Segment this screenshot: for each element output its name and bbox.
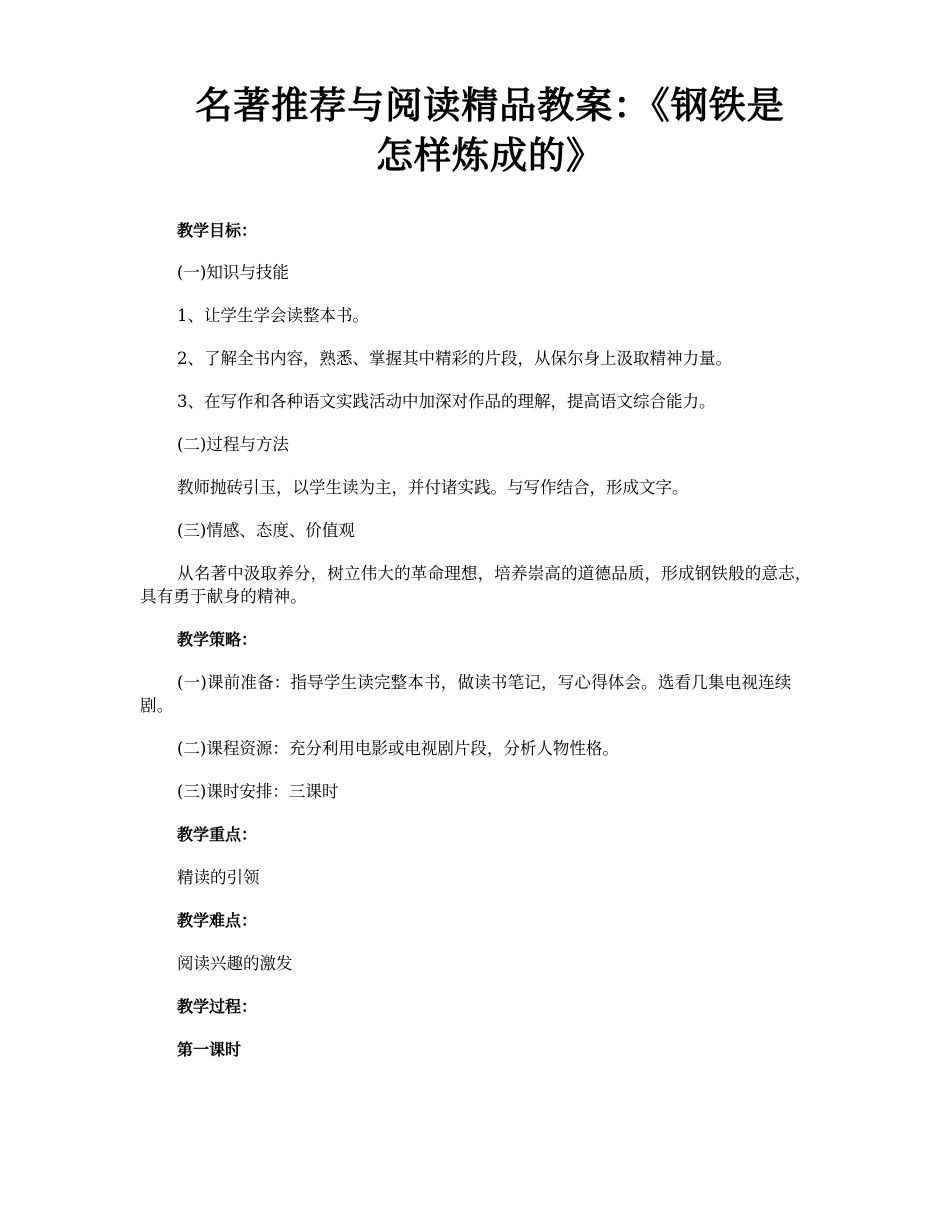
- key-points-text: 精读的引领: [177, 868, 260, 887]
- section-heading-teaching-process: 教学过程：: [177, 997, 258, 1016]
- subheading-process-method: (二)过程与方法: [177, 435, 289, 454]
- subheading-emotion-values: (三)情感、态度、价值观: [177, 521, 355, 540]
- section-heading-difficulties: 教学难点：: [177, 911, 258, 930]
- goal-item-2: 2、了解全书内容，熟悉、掌握其中精彩的片段，从保尔身上汲取精神力量。: [177, 349, 732, 368]
- section-heading-teaching-strategy: 教学策略：: [177, 630, 258, 649]
- section-heading-key-points: 教学重点：: [177, 825, 258, 844]
- strategy-schedule: (三)课时安排：三课时: [177, 782, 339, 801]
- document-title-line-2: 怎样炼成的》: [376, 134, 604, 177]
- goal-item-1: 1、让学生学会读整本书。: [177, 306, 369, 325]
- section-heading-teaching-goals: 教学目标：: [177, 221, 258, 240]
- emotion-values-text: 从名著中汲取养分，树立伟大的革命理想，培养崇高的道德品质，形成钢铁般的意志，具有勇于献身的精神。: [140, 564, 812, 606]
- subheading-knowledge-skills: (一)知识与技能: [177, 263, 289, 282]
- document-title-line-1: 名著推荐与阅读精品教案：《钢铁是: [195, 84, 785, 127]
- process-method-text: 教师抛砖引玉，以学生读为主，并付诸实践。与写作结合，形成文字。: [177, 478, 689, 497]
- subheading-first-lesson: 第一课时: [177, 1040, 242, 1059]
- goal-item-3: 3、在写作和各种语文实践活动中加深对作品的理解，提高语文综合能力。: [177, 392, 716, 411]
- strategy-resources: (二)课程资源：充分利用电影或电视剧片段，分析人物性格。: [177, 739, 619, 758]
- strategy-preparation: (一)课前准备：指导学生读完整本书，做读书笔记，写心得体会。选看几集电视连续剧。: [140, 673, 792, 715]
- difficulties-text: 阅读兴趣的激发: [177, 954, 293, 973]
